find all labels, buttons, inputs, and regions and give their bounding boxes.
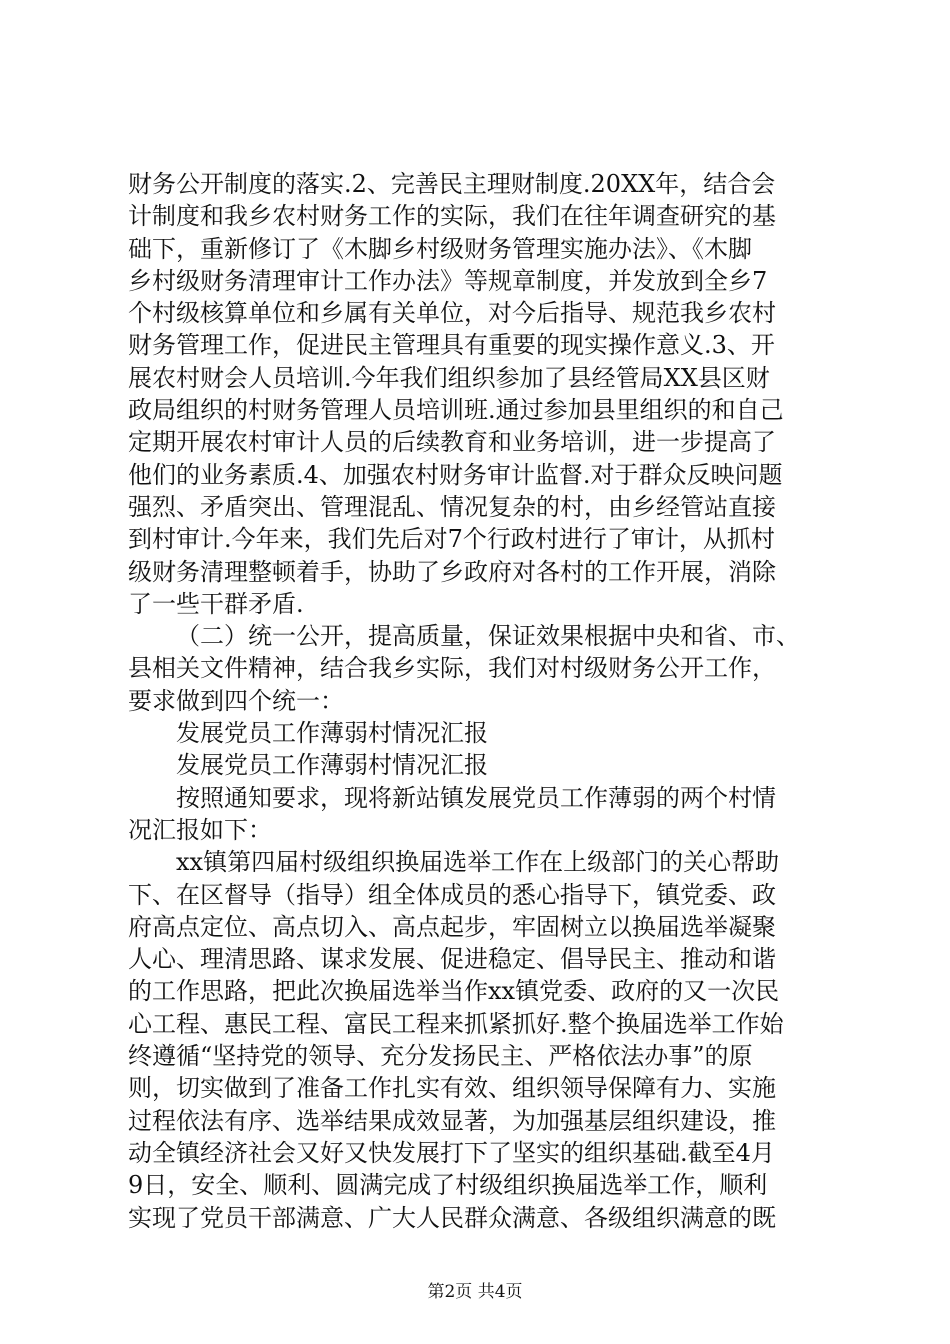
text-line: 过程依法有序、选举结果成效显著，为加强基层组织建设，推 xyxy=(128,1106,776,1135)
text-line: 9日，安全、顺利、圆满完成了村级组织换届选举工作，顺利 xyxy=(128,1171,768,1200)
text-line: 则，切实做到了准备工作扎实有效、组织领导保障有力、实施 xyxy=(128,1074,776,1103)
text-line: 终遵循“坚持党的领导、充分发扬民主、严格依法办事”的原 xyxy=(128,1042,753,1071)
text-line: 府高点定位、高点切入、高点起步，牢固树立以换届选举凝聚 xyxy=(128,912,776,941)
text-line: 县相关文件精神，结合我乡实际，我们对村级财务公开工作， xyxy=(128,654,776,683)
text-line: 到村审计.今年来，我们先后对7个行政村进行了审计，从抓村 xyxy=(128,525,775,554)
text-line: 他们的业务素质.4、加强农村财务审计监督.对于群众反映问题 xyxy=(128,460,783,489)
text-line: 个村级核算单位和乡属有关单位，对今后指导、规范我乡农村 xyxy=(128,299,776,328)
text-line: 的工作思路，把此次换届选举当作xx镇党委、政府的又一次民 xyxy=(128,977,780,1006)
text-line: 况汇报如下： xyxy=(128,815,272,844)
text-line: 心工程、惠民工程、富民工程来抓紧抓好.整个换届选举工作始 xyxy=(128,1009,784,1038)
text-line: 动全镇经济社会又好又快发展打下了坚实的组织基础.截至4月 xyxy=(128,1138,775,1167)
text-line: 展农村财会人员培训.今年我们组织参加了县经管局XX县区财 xyxy=(128,363,770,392)
text-line: 了一些干群矛盾. xyxy=(128,589,304,618)
text-line: 强烈、矛盾突出、管理混乱、情况复杂的村，由乡经管站直接 xyxy=(128,492,776,521)
text-line: 乡村级财务清理审计工作办法》等规章制度，并发放到全乡7 xyxy=(128,266,768,295)
text-line: 财务公开制度的落实.2、完善民主理财制度.20XX年，结合会 xyxy=(128,170,776,198)
text-line: 础下，重新修订了《木脚乡村级财务管理实施办法》、《木脚 xyxy=(128,234,752,263)
document-body xyxy=(128,168,828,1234)
text-line: 级财务清理整顿着手，协助了乡政府对各村的工作开展，消除 xyxy=(128,557,776,586)
text-line: 发展党员工作薄弱村情况汇报 xyxy=(176,751,488,780)
text-line: 发展党员工作薄弱村情况汇报 xyxy=(176,719,488,748)
text-line: 财务管理工作，促进民主管理具有重要的现实操作意义.3、开 xyxy=(128,331,775,360)
text-line: 计制度和我乡农村财务工作的实际，我们在往年调查研究的基 xyxy=(128,202,776,231)
text-line: 下、在区督导（指导）组全体成员的悉心指导下，镇党委、政 xyxy=(128,880,776,909)
text-line: 实现了党员干部满意、广大人民群众满意、各级组织满意的既 xyxy=(128,1203,776,1232)
text-line: xx镇第四届村级组织换届选举工作在上级部门的关心帮助 xyxy=(176,848,780,877)
text-line: 人心、理清思路、谋求发展、促进稳定、倡导民主、推动和谐 xyxy=(128,945,776,974)
text-line: 按照通知要求，现将新站镇发展党员工作薄弱的两个村情 xyxy=(176,783,776,812)
text-line: （二）统一公开，提高质量，保证效果根据中央和省、市、 xyxy=(176,622,800,651)
text-line: 定期开展农村审计人员的后续教育和业务培训，进一步提高了 xyxy=(128,428,776,457)
text-line: 政局组织的村财务管理人员培训班.通过参加县里组织的和自己 xyxy=(128,396,784,425)
page-footer: 第2页 共4页 xyxy=(427,1282,523,1302)
text-line: 要求做到四个统一： xyxy=(128,686,344,715)
